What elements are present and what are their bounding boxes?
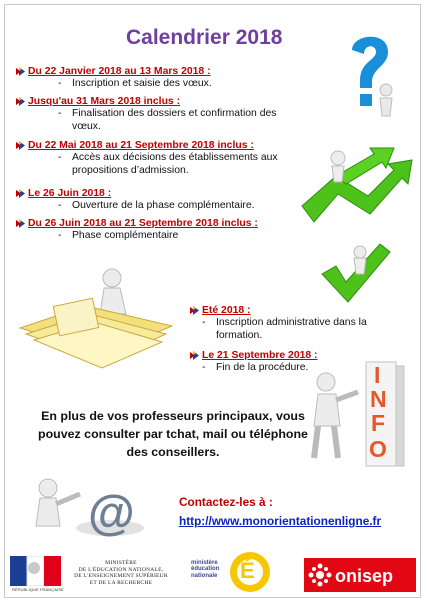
timeline-date: Le 26 Juin 2018 :: [28, 188, 112, 199]
timeline-entry-head: [16, 218, 316, 229]
bullet-icon: [16, 67, 25, 76]
timeline-description: [58, 77, 316, 90]
page-title: Calendrier 2018: [126, 26, 283, 49]
timeline-line: Inscription et saisie des vœux.: [72, 78, 212, 89]
timeline-description: [58, 151, 316, 177]
dash: -: [58, 152, 62, 163]
bullet-icon: [190, 351, 199, 360]
bullet-icon: [16, 97, 25, 106]
timeline-date: Eté 2018 :: [202, 305, 251, 316]
dash: -: [58, 200, 62, 211]
contact-link[interactable]: http://www.monorientationenligne.fr: [179, 514, 382, 528]
timeline-line: propositions d’admission.: [72, 165, 189, 176]
onisep-label: onisep: [335, 566, 394, 586]
timeline-entry-head: [16, 66, 316, 77]
bullet-icon: [16, 219, 25, 228]
timeline-line: Ouverture de la phase complémentaire.: [72, 200, 255, 211]
ministere-education-text: [191, 560, 219, 579]
timeline-entry: [16, 218, 316, 242]
professeurs-line: En plus de vos professeurs principaux, vous: [41, 409, 305, 423]
at-symbol: @: [88, 487, 135, 540]
marianne-logo-icon: [10, 556, 62, 586]
info-letter: F: [371, 410, 386, 436]
ministry-line: DE L'ÉDUCATION NATIONALE,: [78, 566, 164, 573]
timeline-line: vœux.: [72, 121, 101, 132]
professeurs-text: [8, 407, 338, 461]
timeline-description: [58, 107, 316, 133]
timeline-date: Du 22 Janvier 2018 au 13 Mars 2018 :: [28, 66, 211, 77]
ministry-line: MINISTÈRE: [105, 560, 137, 566]
check-mark-icon: [320, 238, 392, 308]
info-letter: N: [370, 386, 387, 412]
timeline-line: Phase complémentaire: [72, 230, 179, 241]
bullet-icon: [16, 141, 25, 150]
professeurs-line: pouvez consulter par tchat, mail ou téléphone: [38, 427, 308, 441]
timeline-date: Le 21 Septembre 2018 :: [202, 350, 318, 361]
green-arrows-icon: [296, 136, 416, 234]
question-mark-icon: [340, 28, 400, 120]
timeline-date: Du 22 Mai 2018 au 21 Septembre 2018 inclus :: [28, 140, 254, 151]
ministry-text: [66, 560, 176, 586]
info-letter: O: [369, 436, 387, 462]
me-line: éducation: [191, 566, 220, 573]
timeline-entry: [190, 305, 410, 342]
folders-icon: [16, 262, 176, 374]
timeline-line: formation.: [216, 330, 263, 341]
dash: -: [58, 230, 62, 241]
timeline-line: Inscription administrative dans la: [216, 317, 367, 328]
ministry-line: DE L'ENSEIGNEMENT SUPÉRIEUR: [74, 573, 168, 580]
dash: -: [202, 362, 206, 373]
dash: -: [58, 78, 62, 89]
timeline-date: Jusqu'au 31 Mars 2018 inclus :: [28, 96, 181, 107]
timeline-description: [58, 229, 316, 242]
bullet-icon: [16, 189, 25, 198]
timeline-entry-head: [16, 188, 316, 199]
me-line: ministère: [191, 560, 218, 566]
dash: -: [202, 317, 206, 328]
republique-text: RÉPUBLIQUE FRANÇAISE: [12, 587, 64, 592]
info-letter: I: [374, 362, 381, 388]
timeline-date: Du 26 Juin 2018 au 21 Septembre 2018 inclus :: [28, 218, 258, 229]
timeline-entry: [16, 140, 316, 177]
timeline-line: Finalisation des dossiers et confirmation des: [72, 108, 277, 119]
timeline-description: [202, 316, 410, 342]
bullet-icon: [190, 306, 199, 315]
timeline-entry: [16, 66, 316, 90]
timeline-description: [58, 199, 316, 212]
me-line: nationale: [191, 572, 218, 579]
timeline-entry: [16, 96, 316, 133]
timeline-entry-head: [16, 96, 316, 107]
timeline-line: Fin de la procédure.: [216, 362, 309, 373]
timeline-entry: [16, 188, 316, 212]
professeurs-line: des conseillers.: [126, 445, 220, 459]
timeline-line: Accès aux décisions des établissements aux: [72, 152, 278, 163]
education-nationale-logo-letter: É: [240, 558, 255, 583]
contact-label: Contactez-les à :: [179, 495, 273, 509]
ministry-line: ET DE LA RECHERCHE: [89, 579, 153, 586]
timeline-entry-head: [16, 140, 316, 151]
dash: -: [58, 108, 62, 119]
